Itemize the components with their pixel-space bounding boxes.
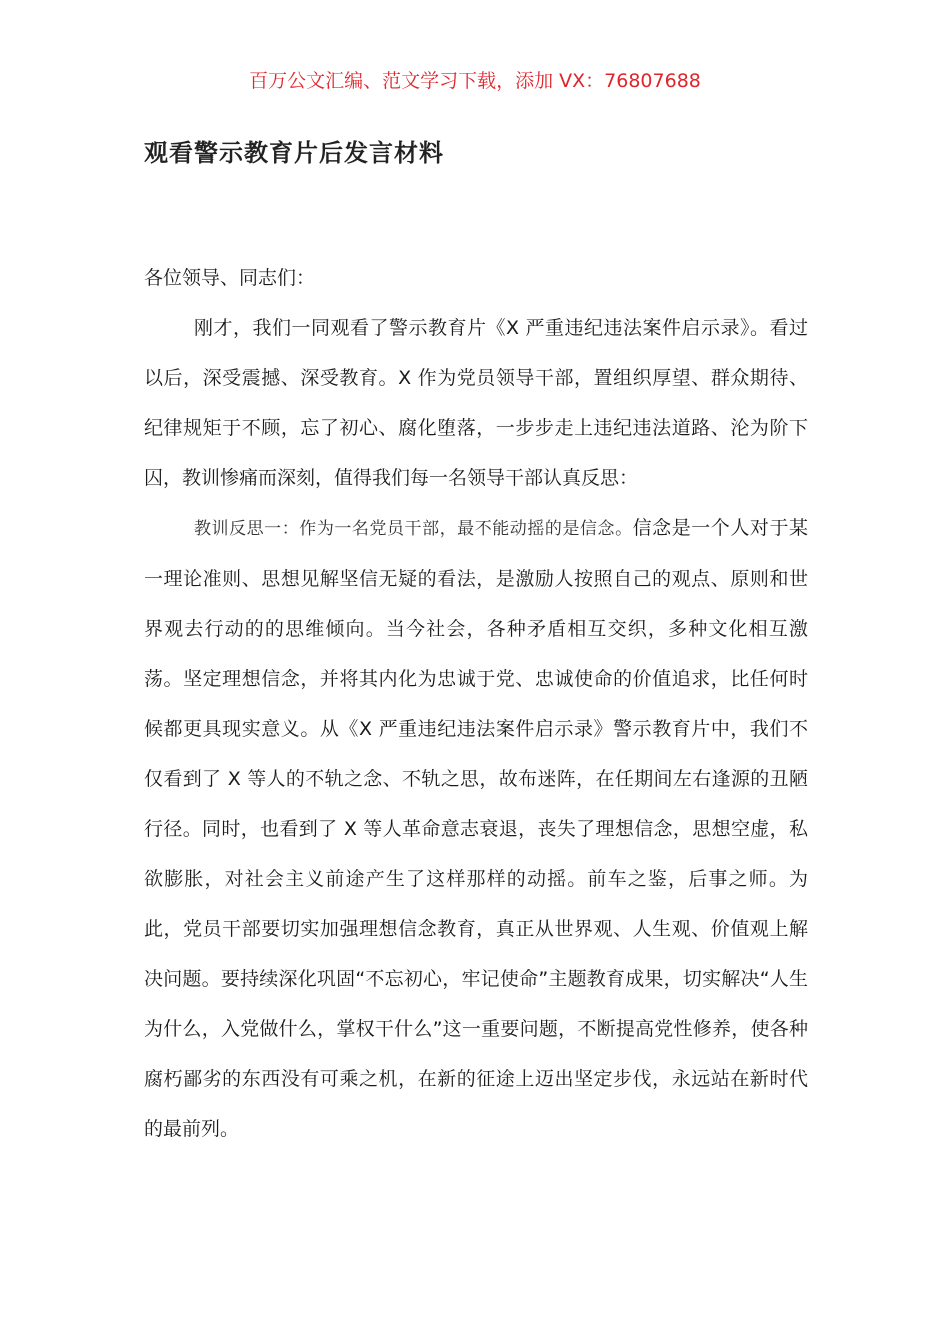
- header-banner: 百万公文汇编、范文学习下载，添加 VX：76807688: [249, 70, 701, 92]
- salutation: 各位领导、同志们：: [144, 267, 316, 289]
- lesson-1-body: 信念是一个人对于某一理论准则、思想见解坚信无疑的看法，是激励人按照自己的观点、原则和世界观去行动的的思维倾向。当今社会，各种矛盾相互交织，多种文化相互激荡。坚定理想信念，并将其内化为忠诚于党、忠诚使命的价值追求，比任何时候都更具现实意义。从《X 严重违纪违法案件启示录》警示教育片中，我们不仅看到了 X 等人的不轨之念、不轨之思，故布迷阵，在任期间左右逢源的丑陋行径。同时，也看到了 X 等人革命意志衰退，丧失了理想信念，思想空虚，私欲膨胀，对社会主义前途产生了这样那样的动摇。前车之鉴，后事之师。为此，党员干部要切实加强理想信念教育，真正从世界观、人生观、价值观上解决问题。要持续深化巩固“不忘初心，牢记使命”主题教育成果，切实解决“人生为什么，入党做什么，掌权干什么”这一重要问题，不断提高党性修养，使各种腐朽鄙劣的东西没有可乘之机，在新的征途上迈出坚定步伐，永远站在新时代的最前列。: [144, 517, 808, 1140]
- document-body: [144, 253, 808, 1154]
- paragraph-intro: 刚才，我们一同观看了警示教育片《X 严重违纪违法案件启示录》。看过以后，深受震撼、深受教育。X 作为党员领导干部，置组织厚望、群众期待、纪律规矩于不顾，忘了初心、腐化堕落，一步步走上违纪违法道路、沦为阶下囚，教训惨痛而深刻，值得我们每一名领导干部认真反思：: [144, 317, 808, 489]
- lesson-1-heading: 教训反思一：作为一名党员干部，最不能动摇的是信念。: [194, 519, 633, 539]
- paragraph-lesson-1: [144, 503, 808, 1154]
- document-title: 观看警示教育片后发言材料: [144, 138, 444, 167]
